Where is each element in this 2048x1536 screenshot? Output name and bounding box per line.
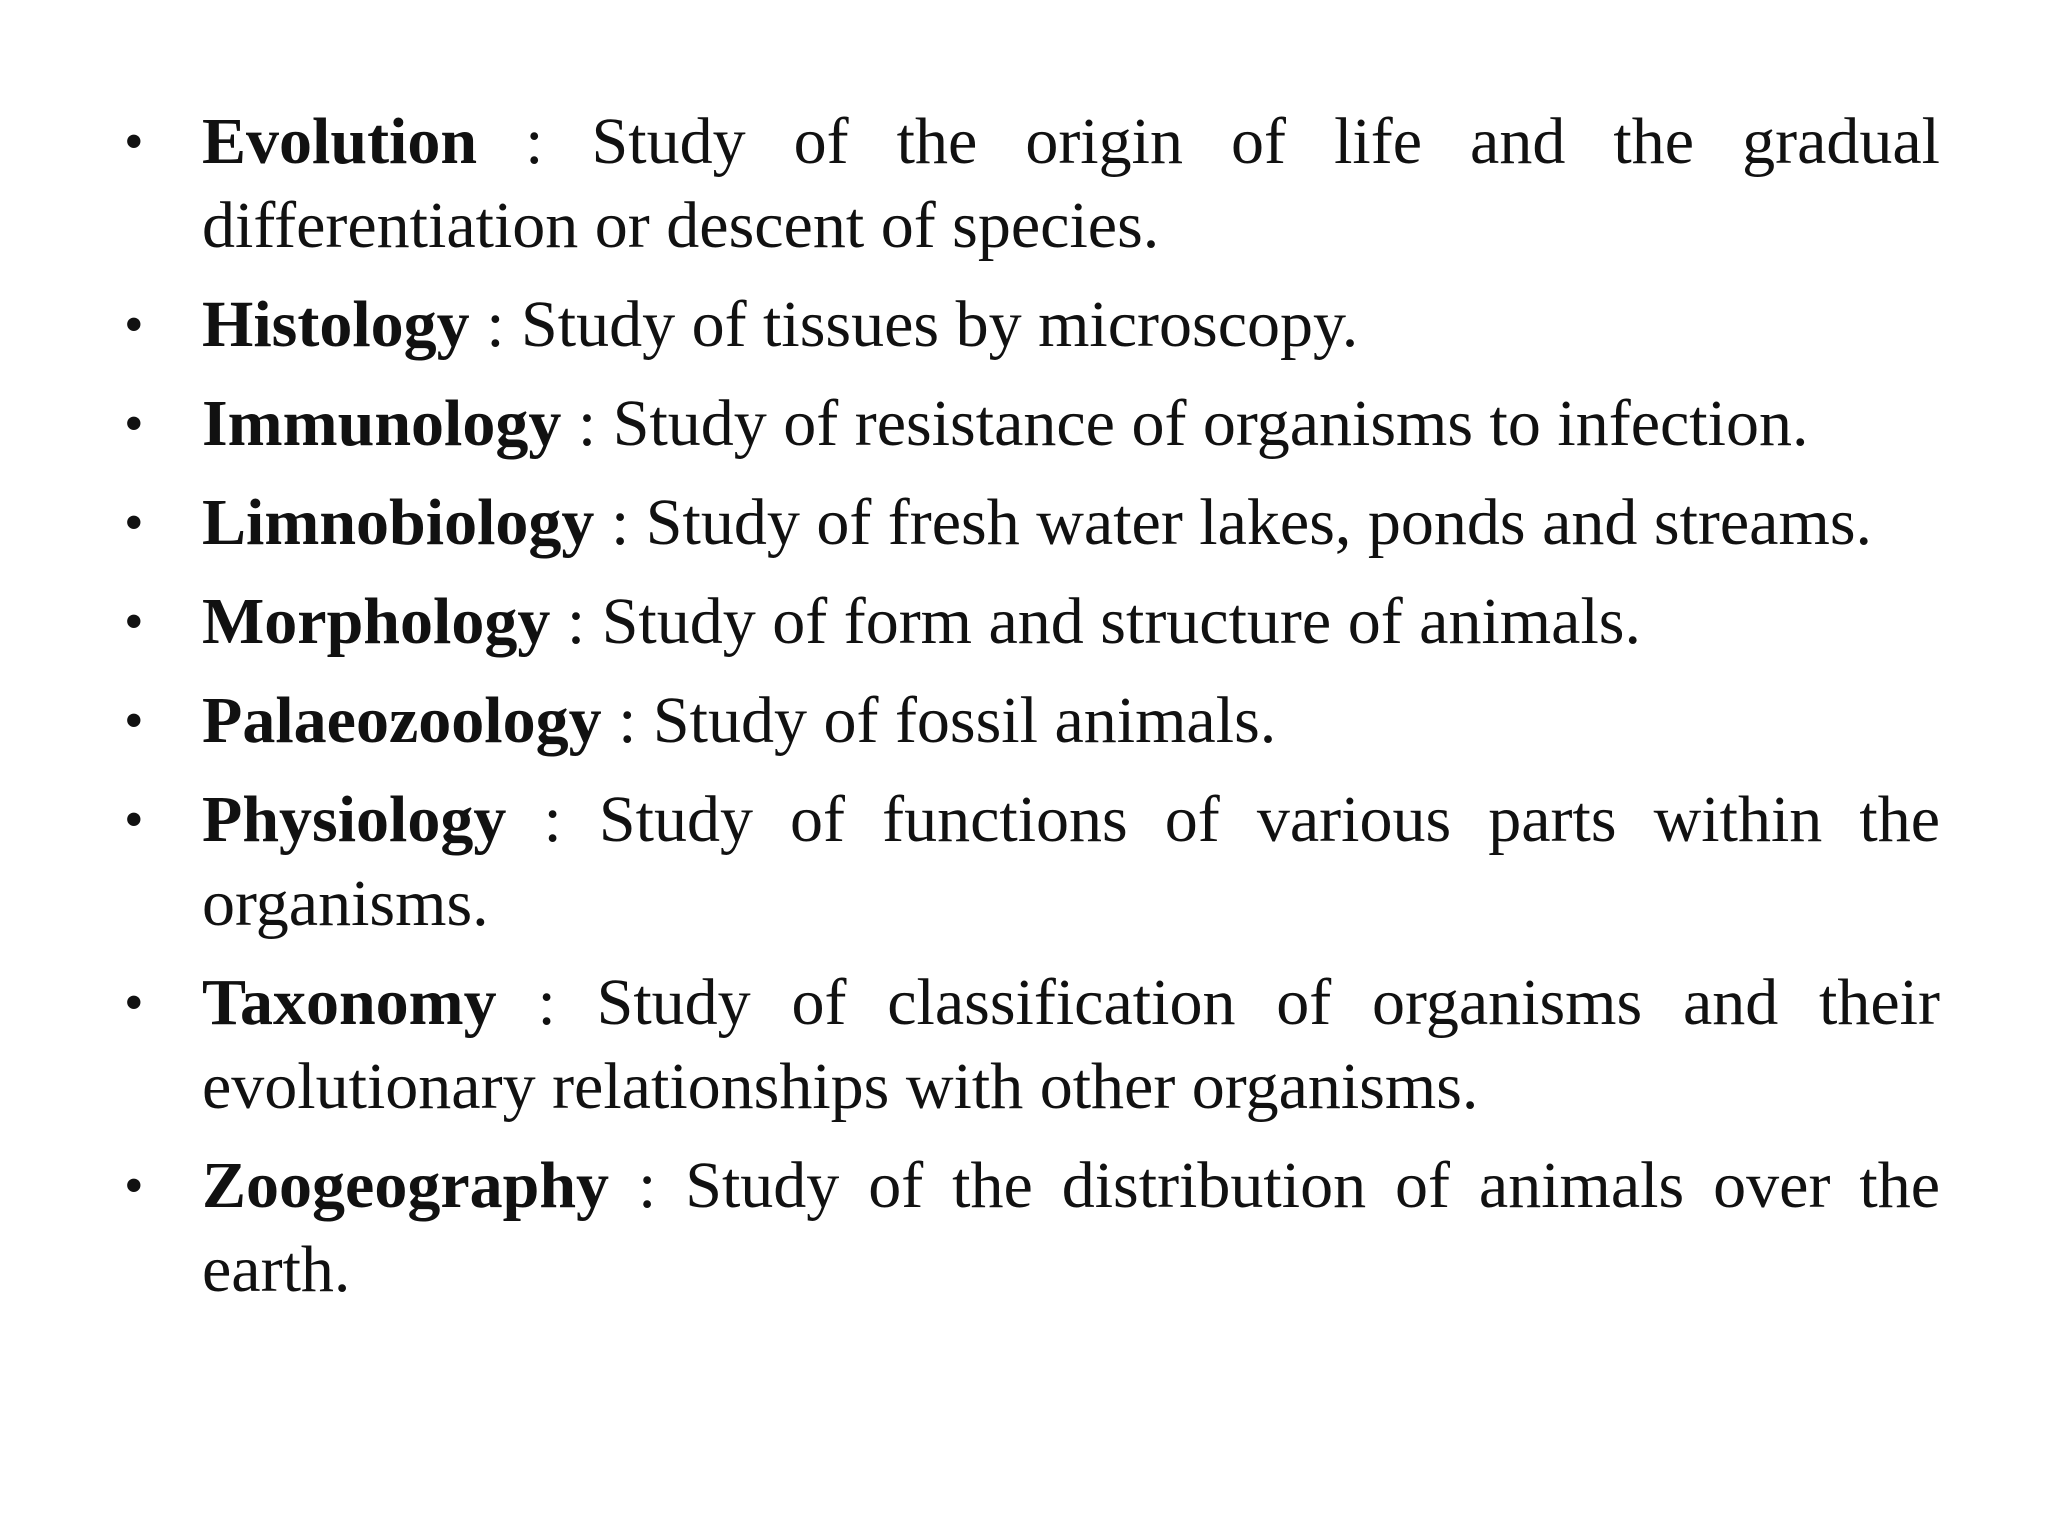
definition: Study of the origin of life and the gradual differentiation or descent of species.	[202, 105, 1940, 262]
bullet-icon: •	[124, 393, 144, 455]
list-item-limnobiology	[120, 481, 1940, 565]
term: Histology	[202, 288, 470, 361]
separator: :	[496, 966, 597, 1039]
bullet-icon: •	[124, 111, 144, 173]
separator: :	[550, 585, 602, 658]
separator: :	[506, 783, 599, 856]
separator: :	[469, 288, 522, 361]
definition: Study of form and structure of animals.	[601, 585, 1641, 658]
list-item-immunology	[120, 382, 1940, 466]
bullet-icon: •	[124, 690, 144, 752]
separator: :	[594, 486, 646, 559]
separator: :	[609, 1149, 686, 1222]
definition: Study of the distribution of animals over the earth.	[202, 1149, 1940, 1306]
list-item-physiology	[120, 778, 1940, 946]
definition: Study of tissues by microscopy.	[521, 288, 1359, 361]
bullet-icon: •	[124, 972, 144, 1034]
separator: :	[561, 387, 613, 460]
definition: Study of resistance of organisms to infection.	[612, 387, 1809, 460]
bullet-icon: •	[124, 789, 144, 851]
term: Physiology	[202, 783, 507, 856]
definition: Study of classification of organisms and their evolutionary relationships with other organisms.	[202, 966, 1940, 1123]
list-item-evolution	[120, 100, 1940, 268]
term: Palaeozoology	[202, 684, 602, 757]
list-item-histology	[120, 283, 1940, 367]
list-item-taxonomy	[120, 961, 1940, 1129]
bullet-icon: •	[124, 492, 144, 554]
bullet-icon: •	[124, 1155, 144, 1217]
term: Zoogeography	[202, 1149, 610, 1222]
term: Limnobiology	[202, 486, 595, 559]
definition: Study of functions of various parts within the organisms.	[202, 783, 1941, 940]
term: Morphology	[202, 585, 551, 658]
definition-list	[120, 100, 1940, 1327]
bullet-icon: •	[124, 591, 144, 653]
term: Evolution	[202, 105, 478, 178]
separator: :	[477, 105, 592, 178]
separator: :	[601, 684, 653, 757]
list-item-morphology	[120, 580, 1940, 664]
list-item-palaeozoology	[120, 679, 1940, 763]
term: Taxonomy	[202, 966, 497, 1039]
definition: Study of fossil animals.	[652, 684, 1277, 757]
term: Immunology	[202, 387, 562, 460]
bullet-icon: •	[124, 294, 144, 356]
definition: Study of fresh water lakes, ponds and streams.	[645, 486, 1873, 559]
list-item-zoogeography	[120, 1144, 1940, 1312]
